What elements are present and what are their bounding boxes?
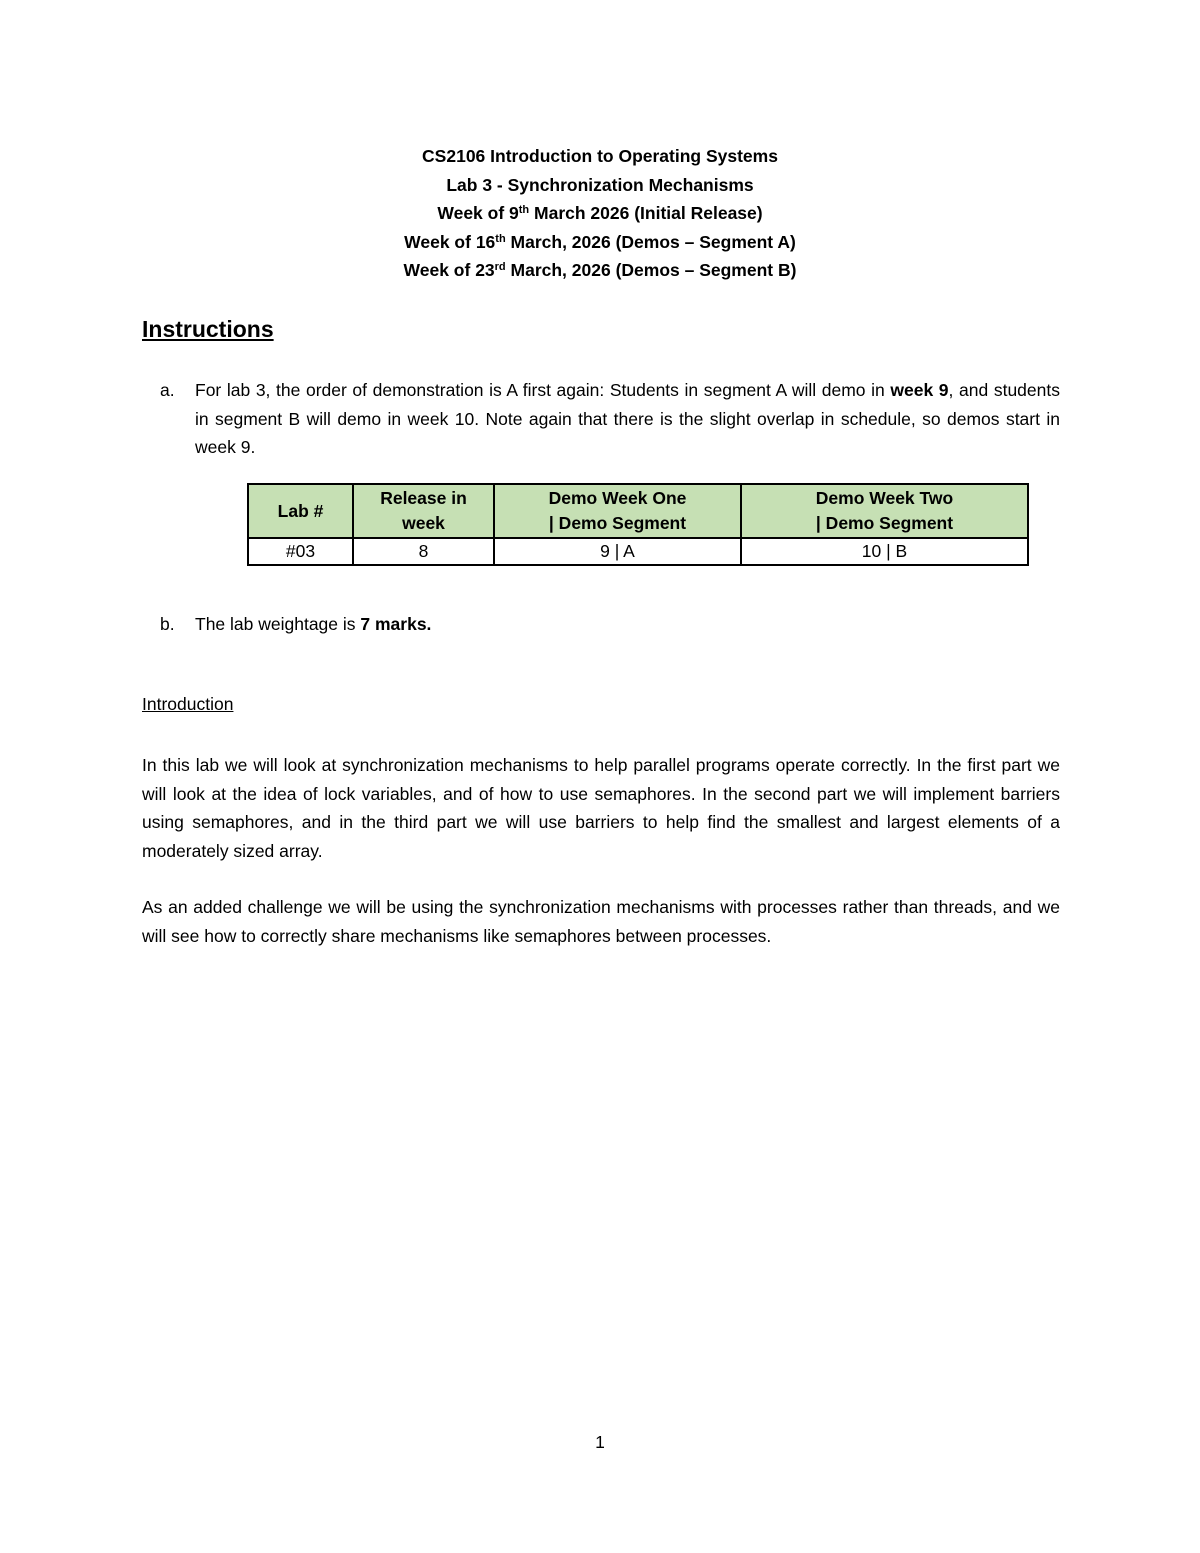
release-date-prefix: Week of 9 <box>437 203 519 223</box>
instructions-heading: Instructions <box>142 316 274 342</box>
instruction-item-b <box>142 610 1060 639</box>
release-date-line <box>0 199 1200 228</box>
demo-b-date-suffix: March, 2026 (Demos – Segment B) <box>505 260 797 280</box>
list-marker-b: b. <box>160 614 175 634</box>
list-marker-a: a. <box>160 380 175 400</box>
item-b-text-1: The lab weightage is <box>195 614 361 634</box>
instruction-item-a <box>142 376 1060 462</box>
cell-lab-number: #03 <box>248 538 353 565</box>
page-number: 1 <box>595 1432 605 1452</box>
demo-b-date-line <box>0 256 1200 285</box>
demo-a-date-sup: th <box>495 232 506 245</box>
demo-b-date-prefix: Week of 23 <box>403 260 495 280</box>
item-a-text-2: , and students in segment B will demo in week 10. Note again that there is the slight overlap in schedule, so demos start in week 9. <box>195 380 1060 457</box>
item-b-bold-marks: 7 marks. <box>360 614 432 634</box>
demo-a-date-line <box>0 228 1200 257</box>
cell-demo-week-one: 9 | A <box>494 538 741 565</box>
release-date-suffix: March 2026 (Initial Release) <box>529 203 763 223</box>
header-demo-week-one <box>494 484 741 538</box>
instruction-item-b-text <box>195 610 1060 639</box>
header-demo-week-two-line2: | Demo Segment <box>815 513 954 533</box>
demo-b-date-sup: rd <box>494 261 506 273</box>
header-demo-week-one-line1: Demo Week One <box>548 488 687 508</box>
schedule-header-row <box>248 484 1028 538</box>
header-release-week-line2: week <box>402 513 445 533</box>
demo-a-date-suffix: March, 2026 (Demos – Segment A) <box>505 231 796 252</box>
course-title: CS2106 Introduction to Operating Systems <box>422 146 778 166</box>
lab-title: Lab 3 - Synchronization Mechanisms <box>446 174 754 195</box>
introduction-heading: Introduction <box>142 694 234 714</box>
item-a-bold-week: week 9 <box>890 380 949 400</box>
header-demo-week-two-line1: Demo Week Two <box>815 488 954 508</box>
document-header <box>0 142 1200 285</box>
introduction-paragraph-2: As an added challenge we will be using the synchronization mechanisms with processes rather than threads, and we will see how to correctly share mechanisms like semaphores between processes. <box>142 897 1060 946</box>
demo-a-date-prefix: Week of 16 <box>404 231 496 252</box>
table-row <box>248 538 1028 565</box>
header-release-week <box>353 484 494 538</box>
introduction-paragraph-1: In this lab we will look at synchronization mechanisms to help parallel programs operate correctly. In the first part we will look at the idea of lock variables, and of how to use semaphores. In the second part we will implement barriers using semaphores, and in the third part we will use barriers to help find the smallest and largest elements of a moderately sized array. <box>142 755 1060 861</box>
header-lab-number <box>248 484 353 538</box>
header-release-week-line1: Release in <box>380 488 467 508</box>
schedule-table <box>247 483 1029 566</box>
release-date-sup: th <box>518 204 530 216</box>
cell-release-week: 8 <box>353 538 494 565</box>
cell-demo-week-two: 10 | B <box>741 538 1028 565</box>
instruction-item-a-text <box>195 376 1060 462</box>
header-demo-week-one-line2: | Demo Segment <box>548 513 687 533</box>
header-demo-week-two <box>741 484 1028 538</box>
header-lab-number-text: Lab # <box>277 500 324 521</box>
item-a-text-1: For lab 3, the order of demonstration is A first again: Students in segment A will demo in <box>195 380 891 400</box>
